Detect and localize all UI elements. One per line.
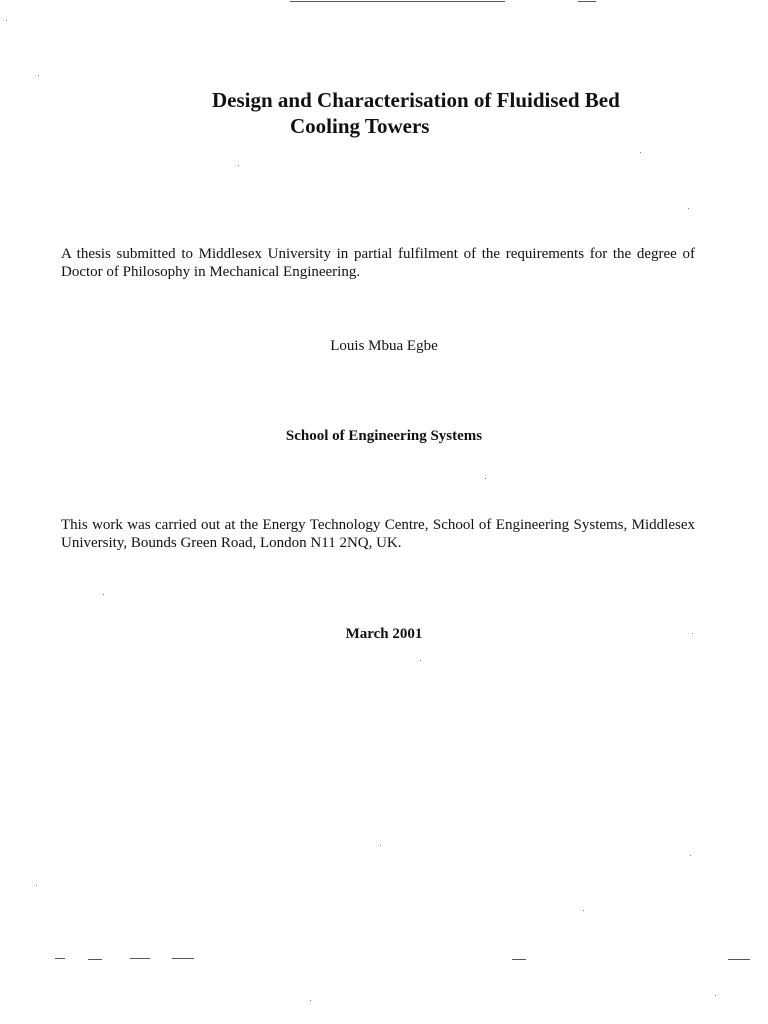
scan-speck bbox=[238, 165, 239, 166]
thesis-title-line-2: Cooling Towers bbox=[290, 114, 430, 138]
scan-speck bbox=[310, 1000, 311, 1001]
scan-speck bbox=[583, 910, 584, 911]
submission-date: March 2001 bbox=[345, 626, 423, 642]
scan-speck bbox=[36, 885, 37, 886]
work-location-statement: This work was carried out at the Energy Technology Centre, School of Engineering Systems, Middlesex University, Bounds Green Road, London N11 2NQ, UK. bbox=[61, 517, 695, 551]
scan-speck bbox=[380, 845, 381, 846]
scan-artifact-bottom-dash bbox=[88, 959, 102, 960]
scan-artifact-bottom-dash bbox=[512, 959, 526, 960]
submission-statement: A thesis submitted to Middlesex University in partial fulfilment of the requirements for the degree of Doctor of Philosophy in Mechanical Engineering. bbox=[61, 246, 695, 280]
scan-artifact-top-line-short bbox=[578, 1, 596, 2]
scan-artifact-bottom-dash bbox=[130, 958, 150, 959]
scan-speck bbox=[690, 855, 691, 856]
scan-artifact-bottom-dash bbox=[172, 958, 194, 959]
scan-speck bbox=[103, 594, 104, 595]
school-name: School of Engineering Systems bbox=[285, 428, 483, 444]
scan-artifact-top-line bbox=[290, 1, 505, 2]
scan-speck bbox=[688, 208, 689, 209]
scan-speck bbox=[715, 995, 716, 996]
scan-speck bbox=[420, 660, 421, 661]
thesis-title-line-1: Design and Characterisation of Fluidised Bed bbox=[212, 88, 620, 112]
scan-artifact-bottom-dash bbox=[728, 959, 750, 960]
scan-speck bbox=[640, 152, 641, 153]
scan-speck bbox=[38, 75, 39, 76]
scan-speck bbox=[6, 20, 7, 21]
scan-speck bbox=[485, 478, 486, 479]
author-name: Louis Mbua Egbe bbox=[330, 338, 438, 354]
scan-artifact-bottom-dash bbox=[55, 958, 65, 959]
